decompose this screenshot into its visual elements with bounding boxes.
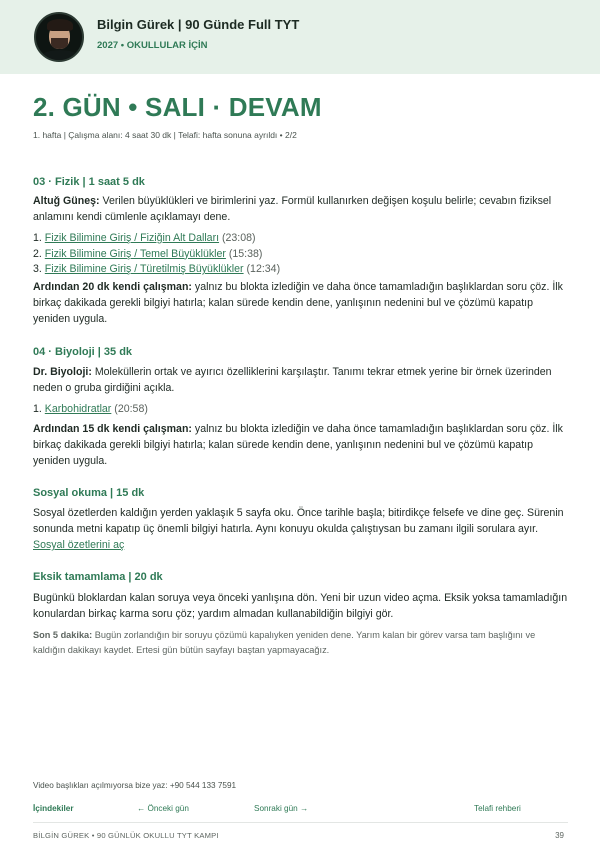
self-study-label: Ardından 15 dk kendi çalışman:	[33, 423, 192, 435]
fizik-intro-text: Verilen büyüklükleri ve birimlerini yaz. Formül kullanırken değişen koşulu belirle; cevabın fiziksel anlamını kendi cümlenle açıklamayı dene.	[33, 195, 552, 223]
course-title: Bilgin Gürek | 90 Günde Full TYT	[97, 17, 300, 32]
video-link[interactable]: Fizik Bilimine Giriş / Fiziğin Alt Dalları	[44, 232, 220, 244]
item-number: 2.	[33, 247, 42, 260]
list-item	[33, 262, 568, 278]
page-title: 2. GÜN • SALI · DEVAM	[33, 92, 322, 122]
section-heading-eksik: Eksik tamamlama | 20 dk	[33, 571, 163, 583]
biyoloji-intro-text: Moleküllerin ortak ve ayırıcı özelliklerini karşılaştır. Tanımı tekrar etmek yerine bir örnek üzerinden neden o gruba girdiğini açıkla.	[33, 366, 552, 394]
nav-prev-day-link[interactable]: ← Önceki gün	[137, 804, 189, 813]
list-item	[33, 247, 568, 263]
course-subtitle: 2027 • OKULLULAR İÇİN	[97, 40, 208, 51]
eksik-text: Bugünkü bloklardan kalan soruya veya önceki yanlışına dön. Yeni bir uzun video açma. Eksik yoksa tamamladığın konulardan birkaç karma soru çöz; yardım almadan kullanabildiğin bilgiyi gör.	[33, 592, 568, 620]
footer-divider	[33, 822, 568, 823]
biyoloji-video-list	[33, 402, 568, 418]
section-heading-sosyal: Sosyal okuma | 15 dk	[33, 487, 145, 499]
section-heading-biyoloji: 04 · Biyoloji | 35 dk	[33, 346, 133, 358]
day-meta: 1. hafta | Çalışma alanı: 4 saat 30 dk | Telafi: hafta sonuna ayrıldı • 2/2	[33, 130, 297, 140]
video-link[interactable]: Karbohidratlar	[44, 403, 112, 415]
list-item	[33, 402, 568, 418]
item-number: 1.	[33, 403, 42, 415]
video-duration: (12:34)	[246, 263, 281, 275]
teacher-label: Dr. Biyoloji:	[33, 366, 92, 378]
fizik-self-study	[33, 279, 568, 327]
note-text: Bugün zorlandığın bir soruyu çözümü kapalıyken yeniden dene. Yarım kalan bir görev varsa tam başlığını ve kaldığın dakikayı kaydet. Ertesi gün bütün sayfayı baştan yapmayacağız.	[33, 630, 536, 655]
sosyal-body: Sosyal özetlerden kaldığın yerden yaklaşık 5 sayfa oku. Önce tarihle başla; bitirdikçe felsefe ve dine geç. Sürenin sonunda metni kapatıp üç önemli bilgiyi hatırla. Aynı konuyu okulda çalıştıysan bu zamanı ilgili sorulara ayır.	[33, 507, 564, 535]
video-link[interactable]: Fizik Bilimine Giriş / Temel Büyüklükler	[44, 247, 226, 260]
nav-next-day-link[interactable]: Sonraki gün →	[254, 804, 309, 813]
footer-brand: BİLGİN GÜREK • 90 GÜNLÜK OKULLU TYT KAMPI	[33, 831, 219, 840]
biyoloji-intro	[33, 364, 568, 396]
item-number: 3.	[33, 263, 42, 275]
avatar	[34, 12, 84, 62]
last-five-minutes-note	[33, 628, 568, 657]
note-label: Son 5 dakika:	[33, 630, 93, 640]
nav-makeup-guide-link[interactable]: Telafi rehberi	[474, 804, 521, 813]
item-number: 1.	[33, 232, 42, 244]
sosyal-text	[33, 505, 568, 553]
sosyal-summary-link[interactable]: Sosyal özetlerini aç	[33, 539, 125, 551]
biyoloji-self-study	[33, 421, 568, 469]
page-number: 39	[555, 831, 564, 840]
fizik-intro	[33, 193, 568, 225]
video-duration: (20:58)	[114, 403, 148, 415]
self-study-label: Ardından 20 dk kendi çalışman:	[33, 281, 192, 293]
video-duration: (15:38)	[228, 247, 263, 260]
page-header	[0, 0, 600, 74]
self-study-text: yalnız bu blokta izlediğin ve daha önce tamamladığın başlıklardan soru çöz. İlk birkaç dakikada gerekli bilgiyi hatırla; kalan sürede kendin dene, yanlışının nedenini bul ve çözümü kapatıp yeniden uygula.	[33, 423, 563, 467]
list-item	[33, 231, 568, 247]
self-study-text: yalnız bu blokta izlediğin ve daha önce tamamladığın başlıklardan soru çöz. İlk birkaç dakikada gerekli bilgiyi hatırla; kalan sürede kendin dene, yanlışının nedenini bul ve çözümü kapatıp yeniden uygula.	[33, 281, 563, 325]
nav-toc-link[interactable]: İçindekiler	[33, 804, 74, 813]
video-duration: (23:08)	[222, 232, 256, 244]
contact-line: Video başlıkları açılmıyorsa bize yaz: +90 544 133 7591	[33, 781, 237, 790]
fizik-video-list	[33, 231, 568, 278]
section-heading-fizik: 03 · Fizik | 1 saat 5 dk	[33, 176, 145, 188]
teacher-label: Altuğ Güneş:	[33, 195, 100, 207]
video-link[interactable]: Fizik Bilimine Giriş / Türetilmiş Büyüklükler	[44, 263, 244, 275]
